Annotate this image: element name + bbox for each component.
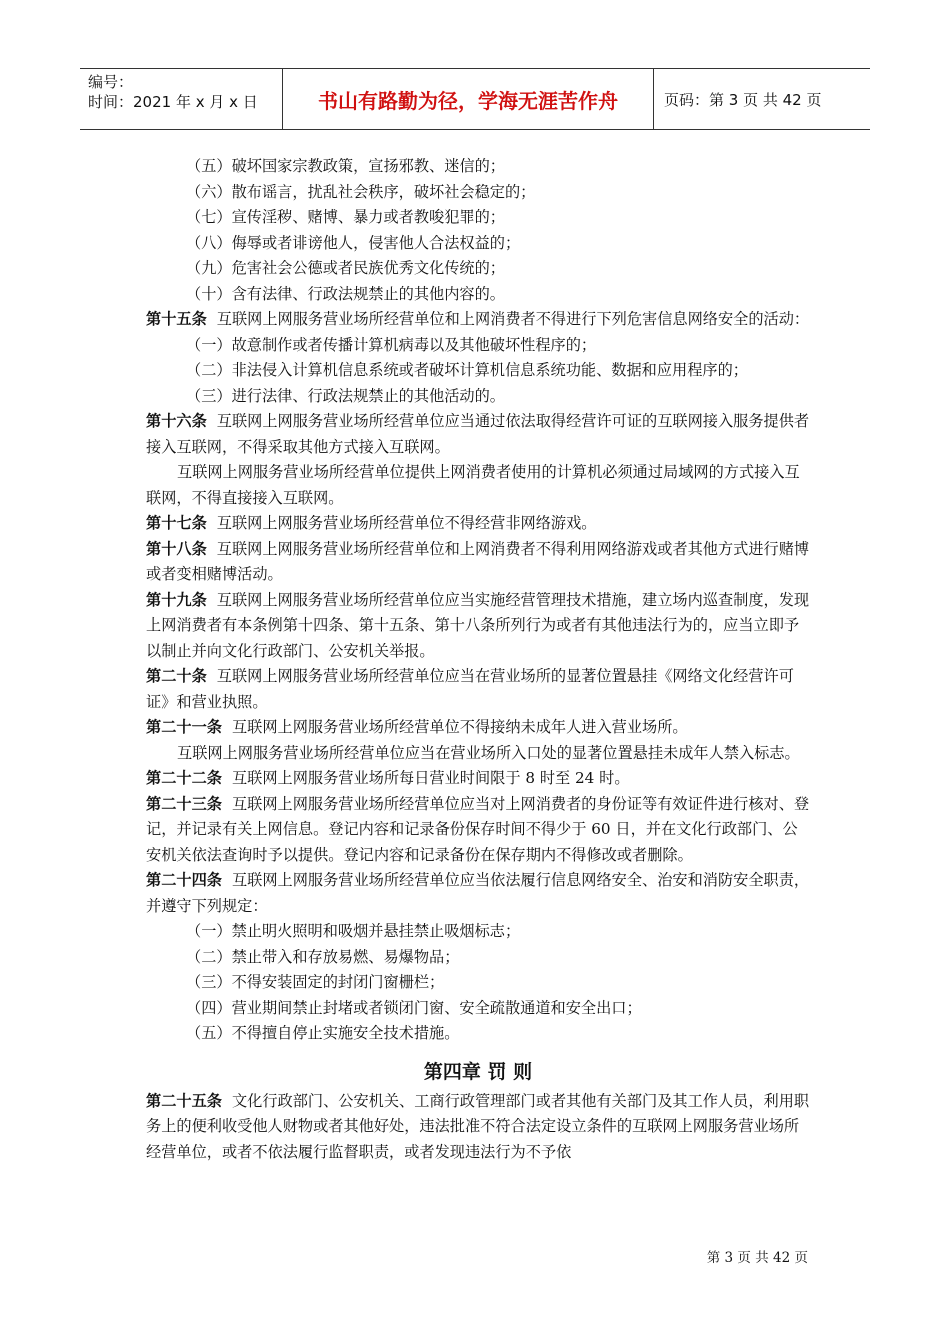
article-text: 互联网上网服务营业场所经营单位不得接纳未成年人进入营业场所。 xyxy=(231,718,688,736)
article-21 xyxy=(146,715,810,741)
article-text: 文化行政部门、公安机关、工商行政管理部门或者其他有关部门及其工作人员，利用职务上的便利收受他人财物或者其他好处，违法批准不符合法定设立条件的互联网上网服务营业场所经营单位，或者不依法履行监督职责，或者发现违法行为不予依 xyxy=(146,1091,810,1161)
article-text: 互联网上网服务营业场所经营单位和上网消费者不得进行下列危害信息网络安全的活动： xyxy=(216,310,810,328)
article-title: 第十七条 xyxy=(146,514,207,532)
document-body xyxy=(146,154,810,1165)
list-item: （三）不得安装固定的封闭门窗栅栏； xyxy=(186,973,445,991)
header-motto: 书山有路勤为径，学海无涯苦作舟 xyxy=(282,69,654,129)
article-24 xyxy=(146,868,810,919)
list-item: （十）含有法律、行政法规禁止的其他内容的。 xyxy=(186,284,505,303)
article-paragraph: 互联网上网服务营业场所经营单位提供上网消费者使用的计算机必须通过局域网的方式接入互联网，不得直接接入互联网。 xyxy=(146,463,800,507)
article-23 xyxy=(146,792,810,869)
header-meta xyxy=(80,69,282,129)
list-item: （一）故意制作或者传播计算机病毒以及其他破坏性程序的； xyxy=(186,335,597,354)
list-item: （九）危害社会公德或者民族优秀文化传统的； xyxy=(186,259,505,277)
article-title: 第十八条 xyxy=(146,539,207,558)
article-text: 互联网上网服务营业场所每日营业时间限于 8 时至 24 时。 xyxy=(231,769,630,787)
page-footer: 第 3 页 共 42 页 xyxy=(706,1250,808,1266)
article-22 xyxy=(146,766,810,792)
article-text: 互联网上网服务营业场所经营单位应当对上网消费者的身份证等有效证件进行核对、登记，并记录有关上网信息。登记内容和记录备份保存时间不得少于 60 日，并在文化行政部门、公安机关依法查询时予以提供。登记内容和记录备份在保存期内不得修改或者删除。 xyxy=(146,794,810,864)
article-title: 第二十四条 xyxy=(146,871,222,889)
chapter-title: 第四章 罚 则 xyxy=(423,1060,533,1083)
article-paragraph: 互联网上网服务营业场所经营单位应当在营业场所入口处的显著位置悬挂未成年人禁入标志。 xyxy=(177,743,800,762)
article-title: 第十五条 xyxy=(146,310,207,328)
list-item: （六）散布谣言，扰乱社会秩序，破坏社会稳定的； xyxy=(186,182,536,201)
article-18 xyxy=(146,537,810,588)
article-text: 互联网上网服务营业场所经营单位应当通过依法取得经营许可证的互联网接入服务提供者接入互联网，不得采取其他方式接入互联网。 xyxy=(146,412,810,456)
list-item: （二）禁止带入和存放易燃、易爆物品； xyxy=(186,947,460,966)
article-text: 互联网上网服务营业场所经营单位应当在营业场所的显著位置悬挂《网络文化经营许可证》和营业执照。 xyxy=(146,667,794,711)
list-item: （三）进行法律、行政法规禁止的其他活动的。 xyxy=(186,386,505,405)
header-page-number: 页码：第 3 页 共 42 页 xyxy=(664,90,822,109)
article-25 xyxy=(146,1089,810,1166)
article-title: 第二十五条 xyxy=(146,1091,222,1110)
article-text: 互联网上网服务营业场所经营单位应当实施经营管理技术措施，建立场内巡查制度，发现上网消费者有本条例第十四条、第十五条、第十八条所列行为或者有其他违法行为的，应当立即予以制止并向文化行政部门、公安机关举报。 xyxy=(146,590,810,660)
article-title: 第二十条 xyxy=(146,667,207,685)
list-item: （一）禁止明火照明和吸烟并悬挂禁止吸烟标志； xyxy=(186,922,521,940)
article-20 xyxy=(146,664,810,715)
list-item: （四）营业期间禁止封堵或者锁闭门窗、安全疏散通道和安全出口； xyxy=(186,998,642,1017)
article-title: 第十六条 xyxy=(146,412,207,430)
list-item: （五）不得擅自停止实施安全技术措施。 xyxy=(186,1024,460,1042)
article-19 xyxy=(146,588,810,665)
article-15 xyxy=(146,307,810,333)
article-text: 互联网上网服务营业场所经营单位应当依法履行信息网络安全、治安和消防安全职责，并遵守下列规定： xyxy=(146,871,810,915)
document-number-label: 编号： xyxy=(88,73,134,91)
article-title: 第二十一条 xyxy=(146,718,222,736)
article-title: 第二十二条 xyxy=(146,769,222,787)
article-16 xyxy=(146,409,810,460)
document-time-label: 时间：2021 年 x 月 x 日 xyxy=(88,93,258,111)
list-item: （二）非法侵入计算机信息系统或者破坏计算机信息系统功能、数据和应用程序的； xyxy=(186,361,748,379)
article-title: 第十九条 xyxy=(146,590,207,609)
article-title: 第二十三条 xyxy=(146,794,222,813)
list-item: （七）宣传淫秽、赌博、暴力或者教唆犯罪的； xyxy=(186,208,505,226)
list-item: （五）破坏国家宗教政策，宣扬邪教、迷信的； xyxy=(186,157,505,175)
page-header xyxy=(80,68,870,130)
article-text: 互联网上网服务营业场所经营单位和上网消费者不得利用网络游戏或者其他方式进行赌博或者变相赌博活动。 xyxy=(146,539,810,583)
article-text: 互联网上网服务营业场所经营单位不得经营非网络游戏。 xyxy=(216,514,597,532)
article-17 xyxy=(146,511,810,537)
list-item: （八）侮辱或者诽谤他人，侵害他人合法权益的； xyxy=(186,233,521,252)
